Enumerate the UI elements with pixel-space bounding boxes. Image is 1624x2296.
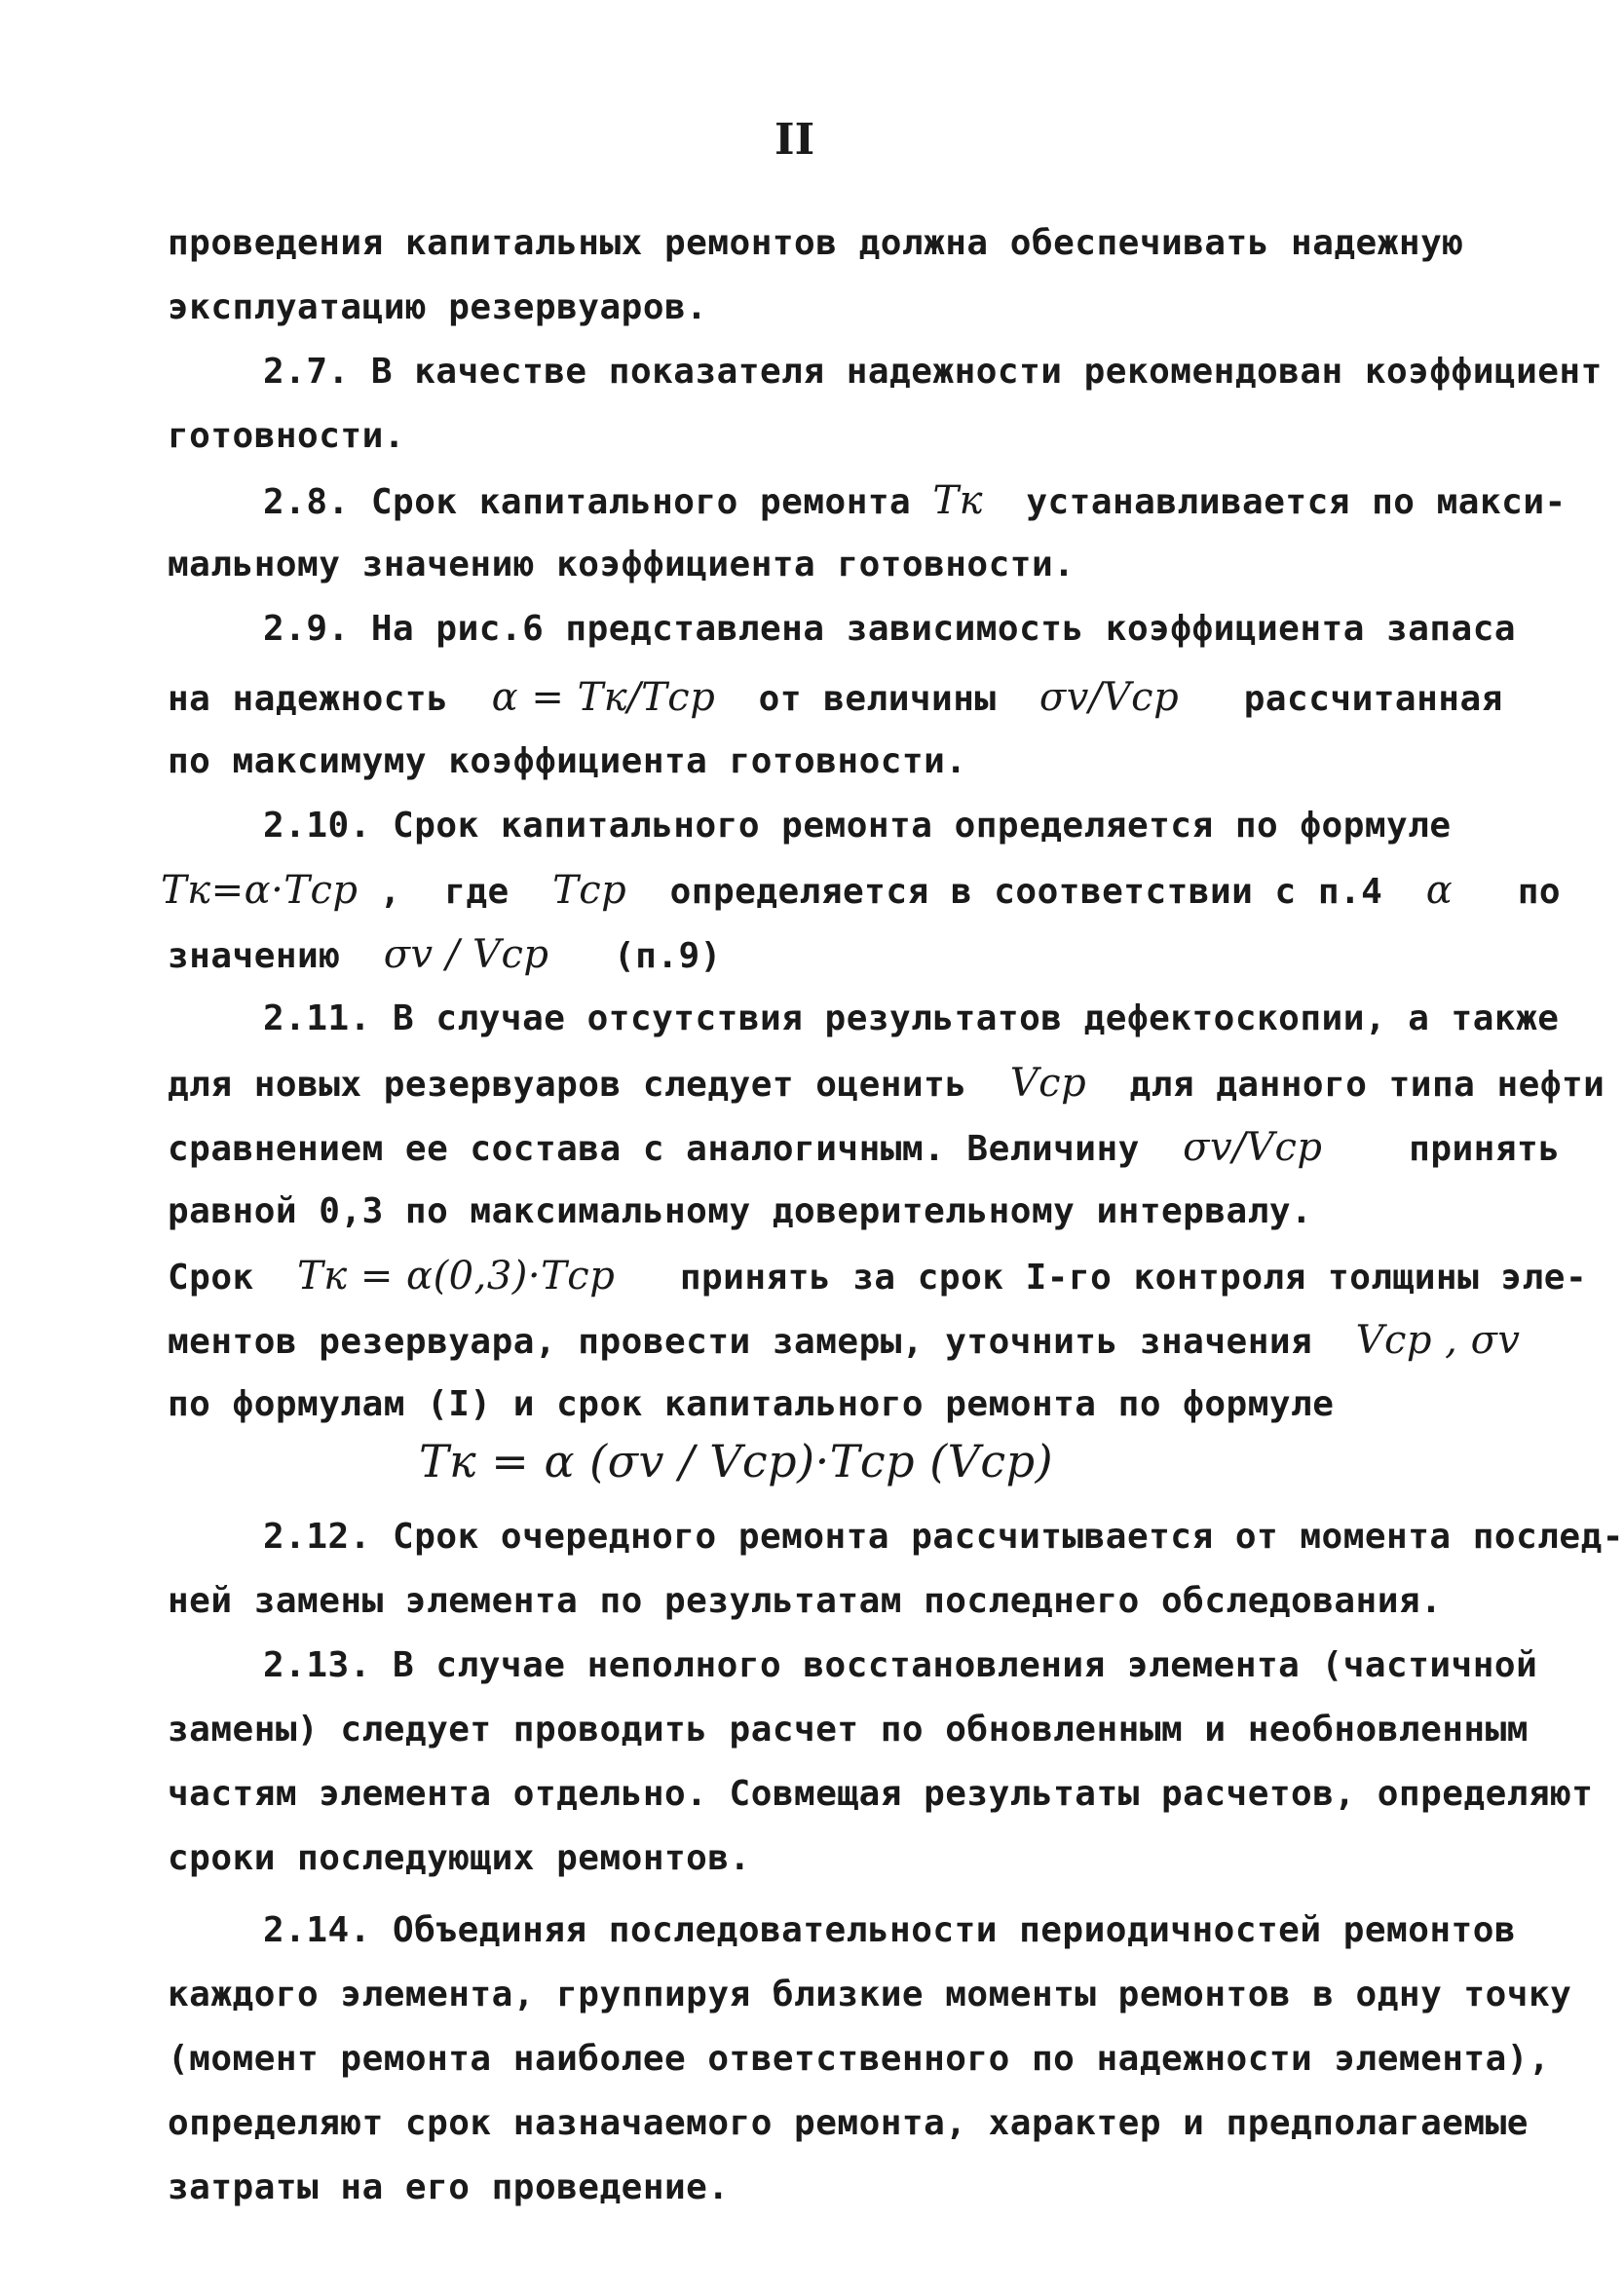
formula-vcp: Vср — [1009, 1061, 1087, 1106]
text-line: 2.11. В случае отсутствия результатов дефектоскопии, а также — [263, 998, 1560, 1038]
formula-main: Tк = α (σv / Vср)·Tср (Vср) — [419, 1435, 1054, 1487]
text-line: проведения капитальных ремонтов должна обеспечивать надежную — [168, 223, 1464, 263]
text-line: мальному значению коэффициента готовности. — [168, 545, 1076, 584]
text-line: определяют срок назначаемого ремонта, характер и предполагаемые — [168, 2103, 1529, 2143]
clause-2-11-line2: для новых резервуаров следует оценить Vср для данного типа нефти — [168, 1061, 1605, 1106]
formula-tcp: Tср — [552, 868, 627, 913]
clause-2-10-line3: значению σv / Vср (п.9) — [168, 932, 722, 977]
clause-2-11-line5: Срок Tк = α(0,3)·Tср принять за срок I-го контроля толщины эле- — [168, 1254, 1588, 1299]
text-line: по формулам (I) и срок капитального ремонта по формуле — [168, 1384, 1335, 1424]
text-line: равной 0,3 по максимальному доверительному интервалу. — [168, 1191, 1313, 1231]
clause-2-11-line6: ментов резервуара, провести замеры, уточнить значения Vср , σv — [168, 1318, 1521, 1363]
text-line: (момент ремонта наиболее ответственного по надежности элемента), — [168, 2039, 1551, 2079]
text-line: затраты на его проведение. — [168, 2167, 730, 2207]
text-line: каждого элемента, группируя близкие моменты ремонтов в одну точку — [168, 1975, 1572, 2014]
formula-vcp-sigma: Vср , σv — [1355, 1318, 1521, 1363]
text-line: сроки последующих ремонтов. — [168, 1838, 751, 1878]
text-line: готовности. — [168, 416, 405, 456]
text-line: 2.7. В качестве показателя надежности рекомендован коэффициент — [263, 352, 1603, 392]
text-line: частям элемента отдельно. Совмещая результаты расчетов, определяют — [168, 1774, 1594, 1814]
formula-alpha: α = Tк/Tср — [491, 675, 716, 720]
text-line: ней замены элемента по результатам последнего обследования. — [168, 1581, 1443, 1621]
formula-tk-alpha-03: Tк = α(0,3)·Tср — [297, 1254, 616, 1299]
clause-2-8-line1: 2.8. Срок капитального ремонта Tк устанавливается по макси- — [263, 478, 1567, 523]
text-line: 2.12. Срок очередного ремонта рассчитывается от момента послед- — [263, 1517, 1624, 1557]
text-line: по максимуму коэффициента готовности. — [168, 741, 967, 781]
clause-2-10-line2: Tк=α·Tср , где Tср определяется в соответствии с п.4 α по — [161, 868, 1562, 913]
clause-2-11-line3: сравнением ее состава с аналогичным. Величину σv/Vср принять — [168, 1125, 1561, 1170]
text-line: 2.10. Срок капитального ремонта определяется по формуле — [263, 806, 1452, 846]
clause-2-9-line2: на надежность α = Tк/Tср от величины σv/Vср рассчитанная — [168, 675, 1503, 720]
text-line: замены) следует проводить расчет по обновленным и необновленным — [168, 1710, 1529, 1750]
formula-tk-alpha: Tк=α·Tср — [161, 868, 359, 913]
formula-tk: Tк — [932, 478, 983, 523]
text-line: 2.14. Объединяя последовательности периодичностей ремонтов — [263, 1910, 1517, 1950]
formula-sigma-v: σv/Vср — [1039, 675, 1180, 720]
text-line: 2.13. В случае неполного восстановления элемента (частичной — [263, 1645, 1538, 1685]
text-line: эксплуатацию резервуаров. — [168, 287, 708, 327]
text-line: 2.9. На рис.6 представлена зависимость коэффициента запаса — [263, 609, 1517, 649]
page-number: II — [774, 115, 815, 165]
formula-sigma-vcp: σv/Vср — [1183, 1125, 1323, 1170]
formula-sigma-ratio: σv / Vср — [383, 932, 549, 977]
formula-alpha-sym: α — [1425, 868, 1454, 913]
